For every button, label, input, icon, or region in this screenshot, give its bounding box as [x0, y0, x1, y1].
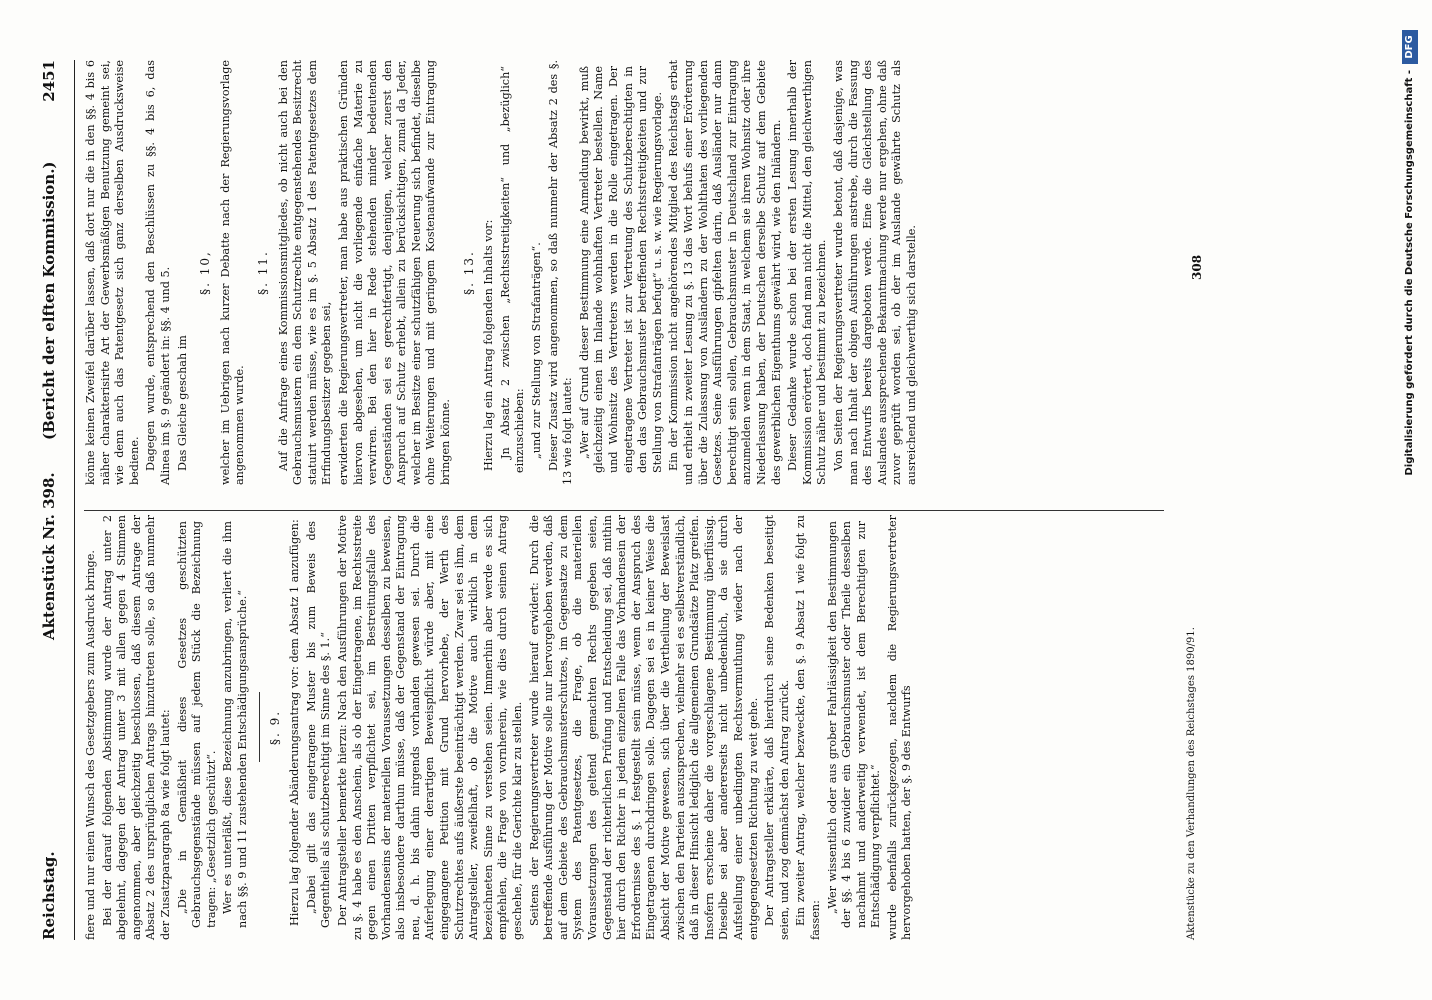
- paragraph: könne keinen Zweifel darüber lassen, daß dort nur die in den §§. 4 bis 6 näher charakterisirte Art der Gewerbsmäßigen Benutzung gemeint sei, wie denn auch das Patentgesetz sich ganz derselben Ausdrucksweise bediene.: [84, 60, 141, 485]
- footer-page-number: 308: [1190, 254, 1204, 280]
- section-heading: §. 10,: [198, 250, 213, 295]
- quote: Jn Absatz 2 zwischen „Rechtsstreitigkeiten“ und „bezüglich“ einzuschieben:: [498, 66, 527, 473]
- paragraph: Bei der darauf folgenden Abstimmung wurde der Antrag unter 2 abgelehnt, dagegen der Antrag unter 3 mit allen gegen 4 Stimmen angenommen, aber gleichzeitig beschlossen, daß diesem Antrage der Absatz 2 des ursprünglichen Antrags hinzutreten solle, so daß nunmehr der Zusatzparagraph 8a wie folgt lautet:: [100, 515, 172, 940]
- paragraph: Hierzu lag folgender Abänderungsantrag vor: dem Absatz 1 anzufügen:: [288, 519, 302, 926]
- paragraph: Das Gleiche geschah im: [175, 335, 189, 471]
- paragraph: Der Antragsteller erklärte, daß hierdurch seine Bedenken beseitigt seien, und zog demnächst den Antrag zurück.: [763, 515, 791, 940]
- paragraph: welcher im Uebrigen nach kurzer Debatte nach der Regierungsvorlage angenommen wurde.: [218, 60, 247, 485]
- paragraph: wurde ebenfalls zurückgezogen, nachdem die Regierungsvertreter hervorgehoben hatten, der §. 9 des Entwurfs: [885, 515, 914, 940]
- paragraph: Ein der Kommission nicht angehörendes Mitglied des Reichstags erbat und erhielt in zweiter Lesung zu §. 13 das Wort behufs einer Erörterung über die Zulassung von Ausländern zu der Wohlthaten des vorliegenden Gesetzes. Seine Ausführungen gipfelten darin, daß Ausländer nur dann berechtigt sein sollen, Gebrauchsmuster in Deutschland zur Eintragung anzumelden wenn in dem Staat, in welchem sie ihren Wohnsitz oder ihre Niederlassung haben, der Deutschen derselbe Schutz auf dem Gebiete des gewerblichen Eigenthums gewährt wird, wie den Inländern.: [667, 60, 783, 485]
- digitization-credit: [1400, 0, 1422, 1000]
- quote: Wer es unterläßt, diese Bezeichnung anzubringen, verliert die ihm nach §§. 9 und 11 zustehenden Entschädigungsansprüche.“: [221, 521, 249, 928]
- paragraph: erwiderten die Regierungsvertreter, man habe aus praktischen Gründen hiervon abgesehen, um nicht die vorliegende einfache Materie zu verwirren. Bei den hier in Rede stehenden minder bedeutenden Gegenständen sei es gerechtfertigt, denjenigen, welcher zuerst den Anspruch auf Schutz erhebt, allein zu berücksichtigen, zumal da Jeder, welcher im Besitze einer schutzfähigen Neuerung sich befindet, dieselbe ohne Weiterungen und mit geringem Kostenaufwande zur Eintragung bringen könne.: [336, 60, 453, 485]
- page-header: [40, 60, 70, 940]
- quote: „Wer auf Grund dieser Bestimmung eine Anmeldung bewirkt, muß gleichzeitig einen im Inlande wohnhaften Vertreter bestellen. Name und Wohnsitz des Vertreters werden in die Rolle eingetragen. Der eingetragene Vertreter ist zur Vertretung des Schutzberechtigten in den das Gebrauchsmuster betreffenden Rechtsstreitigkeiten und zur Stellung von Strafanträgen befugt“ u. s. w. wie Regierungsvorlage.: [577, 66, 664, 473]
- header-document-number: Aktenstück Nr. 398.: [40, 472, 58, 640]
- quote: „Dabei gilt das eingetragene Muster bis zum Beweis des Gegentheils als schutzberechtigt im Sinne des §. 1.“: [304, 521, 333, 928]
- paragraph: Hierzu lag ein Antrag folgenden Inhalts vor:: [482, 219, 496, 471]
- header-left: Reichstag.: [40, 851, 58, 940]
- digitization-text: Digitalisierung gefördert durch die Deutsche Forschungsgemeinschaft -: [1404, 70, 1415, 476]
- section-heading: §. 9.: [267, 709, 282, 746]
- paragraph: Ein zweiter Antrag, welcher bezweckte, den §. 9 Absatz 1 wie folgt zu fassen:: [794, 515, 822, 940]
- dfg-logo: DFG: [1402, 30, 1418, 64]
- paragraph: fiere und nur einen Wunsch des Gesetzgebers zum Ausdruck bringe.: [84, 550, 97, 940]
- right-column: [84, 60, 1174, 485]
- paragraph: Dieser Zusatz wird angenommen, so daß nunmehr der Absatz 2 des §. 13 wie folgt lautet:: [546, 60, 575, 485]
- section-heading: §. 13.: [461, 250, 476, 295]
- paragraph: Von Seiten der Regierungsvertreter wurde betont, daß dasjenige, was man nach Inhalt der obigen Ausführungen anstrebe, durch die Fassung des Entwurfs bereits dargeboten werde. Eine die Gleichstellung des Auslandes aussprechende Bekanntmachung werde nur ergehen, ohne daß zuvor geprüft worden sei, ob der im Auslande gewährte Schutz als ausreichend und gleichwerthig sich darstelle.: [831, 60, 918, 485]
- quote: „und zur Stellung von Strafanträgen“.: [530, 242, 544, 459]
- footer-source: Aktenstücke zu den Verhandlungen des Reichstages 1890/91.: [1186, 627, 1197, 940]
- quote: „Die in Gemäßheit dieses Gesetzes geschützten Gebrauchsgegenstände müssen auf jedem Stück die Bezeichnung tragen: „Gesetzlich geschützt“.: [175, 521, 218, 928]
- section-heading: §. 11.: [255, 250, 270, 295]
- section-divider: [259, 693, 260, 763]
- column-divider: [84, 510, 1164, 511]
- header-rule: [74, 60, 75, 940]
- paragraph: Auf die Anfrage eines Kommissionsmitgliedes, ob nicht auch bei den Gebrauchsmustern ein dem Schutzrechte entgegenstehendes Besitzrecht statuirt werden müsse, wie es im §. 5 Absatz 1 des Patentgesetzes dem Erfindungsbesitzer gegeben sei,: [276, 60, 334, 485]
- quote: „Wer wissentlich oder aus grober Fahrlässigkeit den Bestimmungen der §§. 4 bis 6 zuwider ein Gebrauchsmuster oder Theile desselben nachahmt und anderweitig verwendet, ist dem Berechtigten zur Entschädigung verpflichtet.“: [825, 521, 883, 928]
- header-page-number: 2451: [40, 60, 58, 102]
- left-column: [84, 515, 1174, 940]
- paragraph: Der Antragsteller bemerkte hierzu: Nach den Ausführungen der Motive zu §. 4 habe es den Anschein, als ob der Eingetragene, im Rechtsstreite gegen einen Dritten verpflichtet sei, im Bestreitungsfalle des Vorhandenseins der materiellen Voraussetzungen desselben zu beweisen, also insbesondere darthun müsse, daß der Gegenstand der Eintragung neu, d. h. bis dahin nirgends vorhanden gewesen sei. Durch die Auferlegung einer derartigen Beweispflicht würde aber, mit eine eingegangene Petition mit Grund hervorhebe, der Werth des Schutzrechtes aufs äußerste beeinträchtigt werden. Zwar sei es ihm, dem Antragsteller, zweifelhaft, ob die Motive auch wirklich in dem bezeichneten Sinne zu verstehen seien. Immerhin aber werde es sich empfehlen, die Frage von vornherein, wie dies durch seinen Antrag geschehe, für die Gerichte klar zu stellen.: [335, 515, 525, 940]
- header-report-title: (Bericht der elften Kommission.): [40, 161, 58, 440]
- paragraph: Dieser Gedanke wurde schon bei der ersten Lesung innerhalb der Kommission erörtert, doch fand man nicht die Mittel, den gleichwerthigen Schutz näher und bestimmt zu bezeichnen.: [786, 60, 829, 485]
- paragraph: Seitens der Regierungsvertreter wurde hierauf erwidert: Durch die betreffende Ausführung der Motive solle nur hervorgehoben werden, daß auf dem Gebiete des Gebrauchsmusterschutzes, im Gegensatze zu dem System des Patentgesetzes, die Frage, ob die materiellen Voraussetzungen des geltend gemachten Rechts gegeben seien, Gegenstand der richterlichen Prüfung und Entscheidung sei, daß mithin hier durch den Richter in jedem einzelnen Falle das Vorhandensein der Erfordernisse des §. 1 festgestellt sein müsse, wenn der Anspruch des Eingetragenen durchdringen solle. Dagegen sei es in keiner Weise die Absicht der Motive gewesen, sich über die Vertheilung der Beweislast zwischen den Parteien auszusprechen, vielmehr sei es selbstverständlich, daß in dieser Hinsicht lediglich die allgemeinen Grundsätze Platz greifen. Insofern erscheine daher die vorgeschlagene Bestimmung überflüssig. Dieselbe sei aber andererseits nicht unbedenklich, da sie durch Aufstellung einer unbedingten Rechtsvermuthung wieder nach der entgegengesetzten Richtung zu weit gehe.: [527, 515, 760, 940]
- paragraph: Dagegen wurde, entsprechend den Beschlüssen zu §§. 4 bis 6, das Alinea im §. 9 geändert in: §§. 4 und 5.: [144, 60, 172, 485]
